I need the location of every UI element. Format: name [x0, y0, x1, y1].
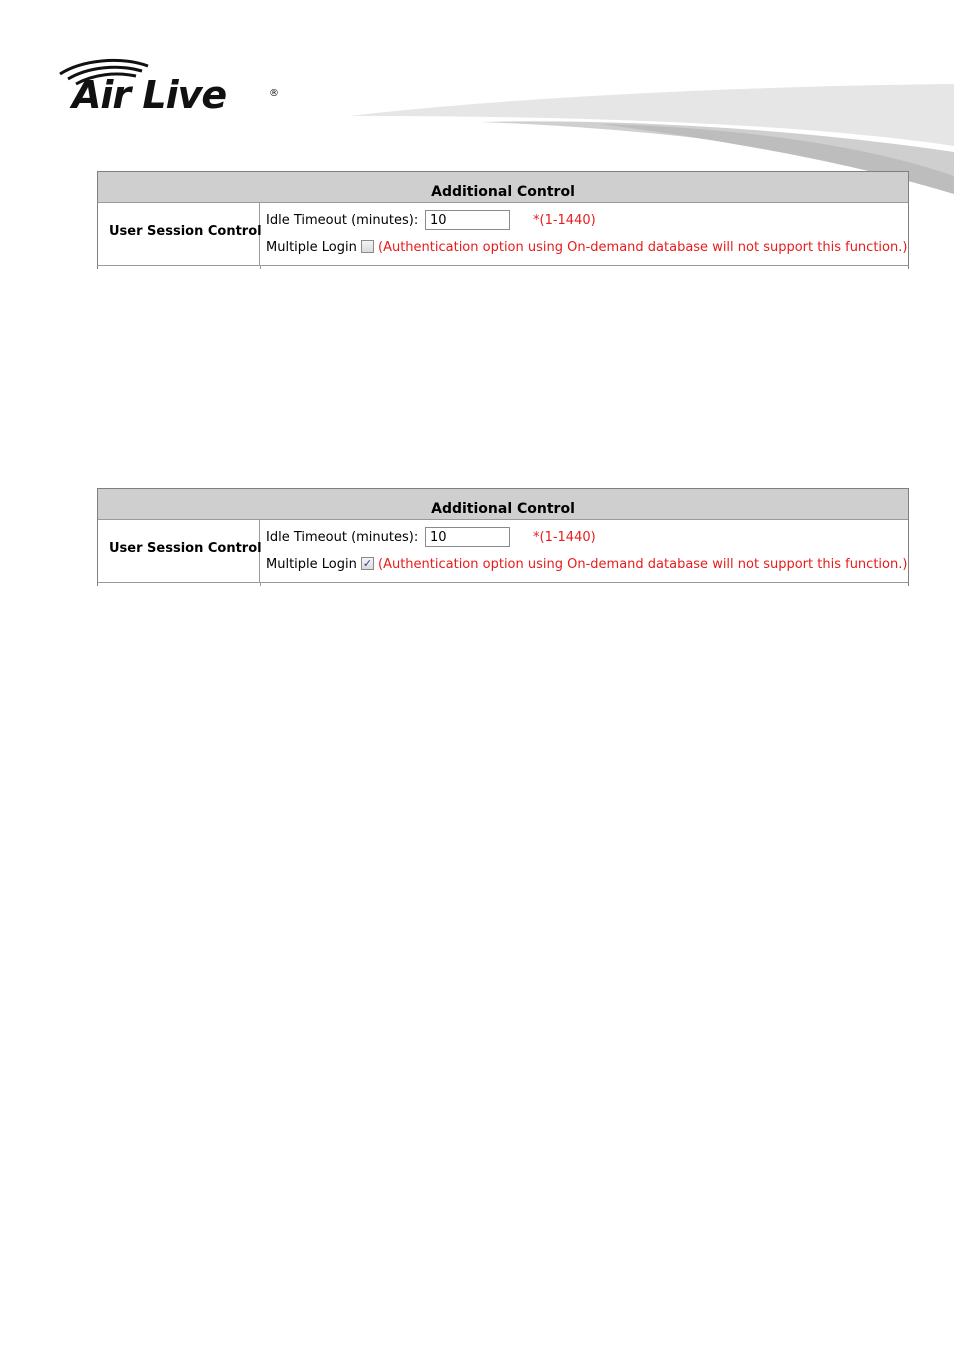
idle-timeout-range-hint: *(1-1440)	[533, 213, 596, 228]
idle-timeout-label: Idle Timeout (minutes):	[266, 530, 419, 545]
multiple-login-note: (Authentication option using On-demand database will not support this function.)	[378, 557, 908, 572]
row-label: User Session Control	[98, 203, 260, 265]
registered-mark: ®	[269, 88, 279, 99]
multiple-login-checkbox[interactable]: ✓	[362, 557, 373, 570]
additional-control-panel-checked	[97, 488, 909, 586]
panel-bottom-edge	[97, 582, 909, 586]
idle-timeout-input[interactable]	[425, 527, 510, 547]
idle-timeout-label: Idle Timeout (minutes):	[266, 213, 419, 228]
idle-timeout-range-hint: *(1-1440)	[533, 530, 596, 545]
row-value	[261, 203, 908, 265]
airlive-logo	[58, 58, 288, 124]
multiple-login-label: Multiple Login	[266, 557, 357, 572]
panel-title: Additional Control	[97, 171, 909, 203]
row-label: User Session Control	[98, 520, 260, 582]
panel-title: Additional Control	[97, 488, 909, 520]
multiple-login-label: Multiple Login	[266, 240, 357, 255]
idle-timeout-input[interactable]	[425, 210, 510, 230]
multiple-login-checkbox[interactable]	[361, 240, 374, 253]
multiple-login-note: (Authentication option using On-demand database will not support this function.)	[378, 240, 908, 255]
panel-bottom-edge	[97, 265, 909, 269]
user-session-control-row	[97, 203, 909, 265]
logo-wordmark: Air Live	[72, 73, 227, 117]
additional-control-panel-unchecked	[97, 171, 909, 269]
user-session-control-row	[97, 520, 909, 582]
row-value	[261, 520, 908, 582]
